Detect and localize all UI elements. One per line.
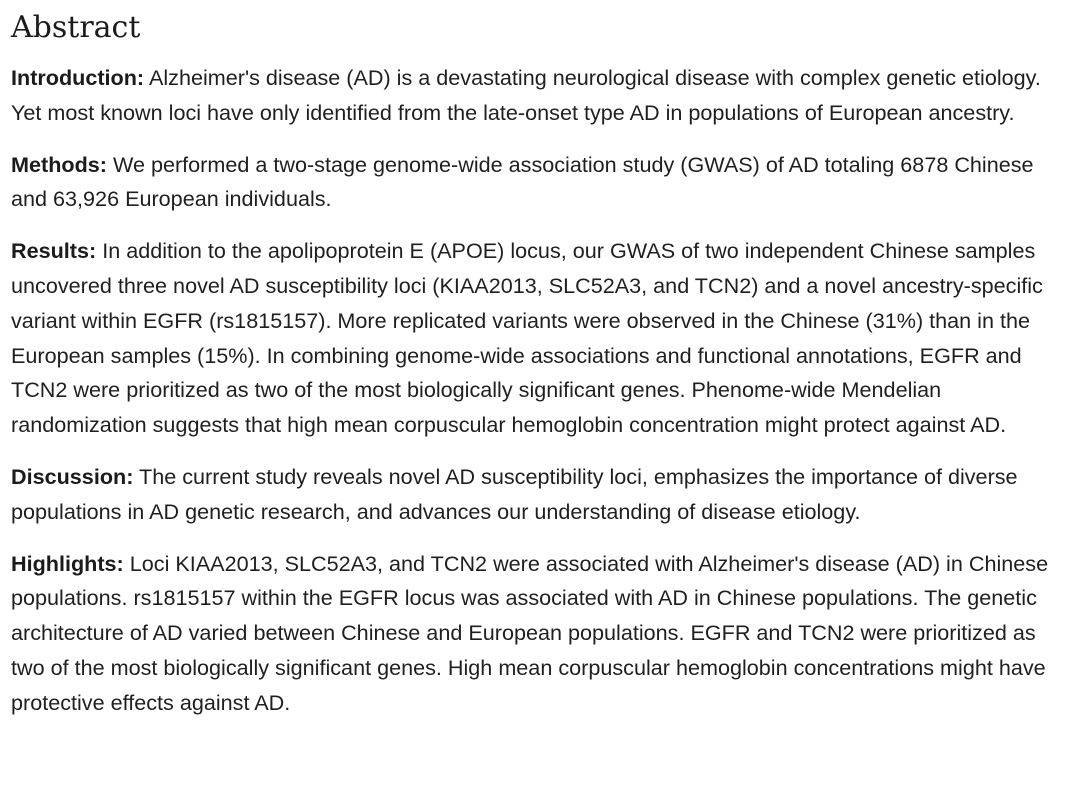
results-paragraph — [11, 234, 1066, 443]
discussion-label: Discussion: — [11, 463, 134, 489]
abstract-heading: Abstract — [11, 10, 141, 45]
introduction-label: Introduction: — [11, 65, 145, 90]
introduction-paragraph — [11, 61, 1066, 131]
highlights-text: Loci KIAA2013, SLC52A3, and TCN2 were associated with Alzheimer's disease (AD) in Chinese populations. rs1815157 within the EGFR locus was associated with AD in Chinese populations. The genetic architecture of AD varied between Chinese and European populations. EGFR and TCN2 were prioritized as two of the most biologically significant genes. High mean corpuscular hemoglobin concentrations might have protective effects against AD. — [11, 550, 1049, 715]
methods-paragraph — [11, 148, 1066, 218]
methods-text: We performed a two-stage genome-wide association study (GWAS) of AD totaling 6878 Chinese and 63,926 European individuals. — [11, 151, 1034, 212]
discussion-text: The current study reveals novel AD susceptibility loci, emphasizes the importance of diverse populations in AD genetic research, and advances our understanding of disease etiology. — [11, 463, 1018, 524]
highlights-paragraph — [11, 547, 1066, 721]
highlights-label: Highlights: — [11, 550, 124, 576]
introduction-text: Alzheimer's disease (AD) is a devastating neurological disease with complex genetic etiology. Yet most known loci have only identified from the late-onset type AD in populations of European ancestry. — [11, 65, 1041, 125]
methods-label: Methods: — [11, 151, 107, 177]
results-text: In addition to the apolipoprotein E (APOE) locus, our GWAS of two independent Chinese samples uncovered three novel AD susceptibility loci (KIAA2013, SLC52A3, and TCN2) and a novel ancestry-specific variant within EGFR (rs1815157). More replicated variants were observed in the Chinese (31%) than in the European samples (15%). In combining genome-wide associations and functional annotations, EGFR and TCN2 were prioritized as two of the most biologically significant genes. Phenome-wide Mendelian randomization suggests that high mean corpuscular hemoglobin concentration might protect against AD. — [11, 238, 1043, 438]
results-label: Results: — [11, 238, 97, 264]
discussion-paragraph — [11, 460, 1066, 530]
